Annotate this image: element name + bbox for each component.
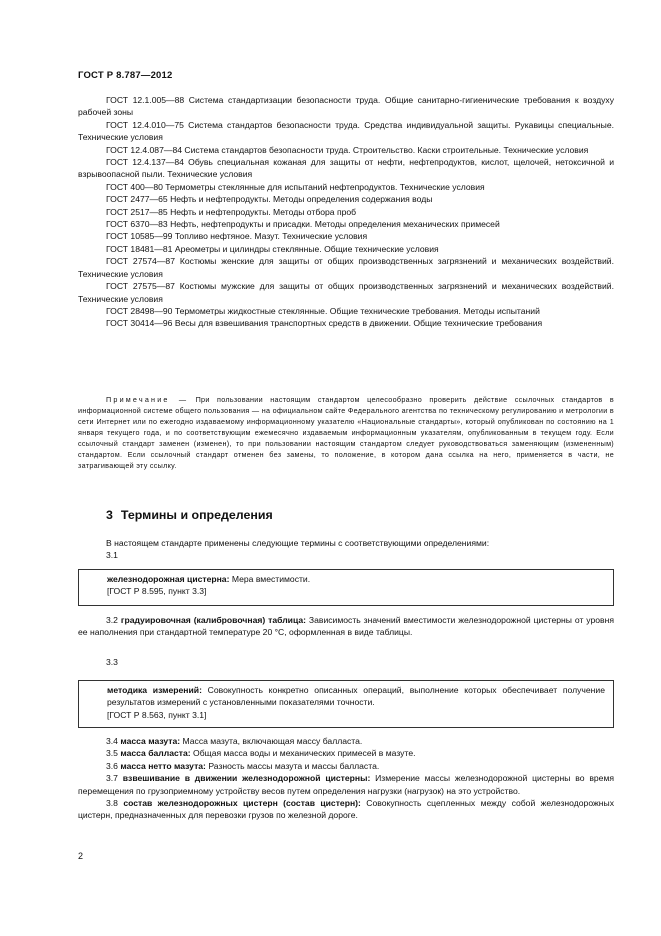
- section-intro: [78, 537, 614, 562]
- term-definition-text: Совокупность конкретно описанных операций, выполнение которых обеспечивает получение результатов измерений с установленными показателями точности.: [107, 685, 605, 708]
- section-number: 3: [106, 508, 113, 522]
- term-definition-text: Масса мазута, включающая массу балласта.: [182, 736, 363, 746]
- term-name: железнодорожная цистерна:: [107, 574, 230, 584]
- term-source: [ГОСТ Р 8.595, пункт 3.3]: [107, 586, 207, 597]
- terms-list: [78, 735, 614, 822]
- term-number: 3.6: [106, 760, 118, 771]
- term-3-3-number-line: [78, 656, 614, 668]
- term-number: 3.5: [106, 748, 118, 759]
- reference-item: ГОСТ 27575—87 Костюмы мужские для защиты от общих производственных загрязнений и механических воздействий. Технические условия: [78, 281, 614, 304]
- term-number: 3.2: [106, 615, 118, 625]
- reference-item: ГОСТ 2517—85 Нефть и нефтепродукты. Методы отбора проб: [106, 206, 357, 217]
- term-definition-text: Совокупность сцепленных между собой железнодорожных цистерн, предназначенных для перевозки грузов по железной дороге.: [78, 798, 614, 821]
- term-name: градуировочная (калибровочная) таблица:: [120, 615, 306, 625]
- document-header: ГОСТ Р 8.787—2012: [78, 70, 173, 81]
- reference-item: ГОСТ 30414—96 Весы для взвешивания транспортных средств в движении. Общие технические требования: [106, 318, 543, 329]
- term-3-2: [78, 614, 614, 639]
- term-box-3-3: [78, 680, 614, 728]
- term-definition: [107, 684, 605, 709]
- note-text: При пользовании настоящим стандартом целесообразно проверить действие ссылочных стандартов в информационной системе общего пользования — на официальном сайте Федерального агентства по техническому регулированию и метрологии в сети Интернет или по ежегодно издаваемому информационному указателю «Национальные стандарты», который опубликован по состоянию на 1 января текущего года, и по соответствующим ежемесячно издаваемым информационным указателям, опубликованным в текущем году. Если ссылочный стандарт заменен (изменен), то при пользовании настоящим стандартом следует руководствоваться заменяющим (измененным) стандартом. Если ссылочный стандарт отменен без замены, то положение, в котором дана ссылка на него, применяется в части, не затрагивающей эту ссылку.: [78, 395, 614, 470]
- reference-item: ГОСТ 12.4.137—84 Обувь специальная кожаная для защиты от нефти, нефтепродуктов, кислот, щелочей, нетоксичной и взрывоопасной пыли. Технические условия: [78, 157, 614, 180]
- term-definition-text: Общая масса воды и механических примесей в мазуте.: [193, 748, 416, 759]
- term-definition-text: Мера вместимости.: [231, 574, 311, 584]
- normative-references-list: [78, 94, 614, 330]
- term-number: 3.4: [106, 736, 118, 746]
- references-note: [78, 394, 614, 471]
- reference-item: ГОСТ 2477—65 Нефть и нефтепродукты. Методы определения содержания воды: [106, 194, 433, 205]
- reference-item: ГОСТ 6370—83 Нефть, нефтепродукты и присадки. Методы определения механических примесей: [106, 219, 500, 230]
- reference-item: ГОСТ 12.1.005—88 Система стандартизации безопасности труда. Общие санитарно-гигиенические требования к воздуху рабочей зоны: [78, 95, 614, 118]
- term-number: 3.3: [106, 657, 118, 667]
- term-number: 3.1: [106, 550, 118, 561]
- intro-text: В настоящем стандарте применены следующие термины с соответствующими определениями:: [106, 538, 490, 548]
- reference-item: ГОСТ 10585—99 Топливо нефтяное. Мазут. Технические условия: [106, 231, 368, 242]
- reference-item: ГОСТ 28498—90 Термометры жидкостные стеклянные. Общие технические требования. Методы испытаний: [106, 305, 540, 316]
- note-label: Примечание —: [106, 395, 189, 404]
- term-name: масса нетто мазута:: [120, 760, 206, 771]
- term-number: 3.7: [106, 773, 118, 784]
- term-number: 3.8: [106, 798, 118, 809]
- term-source: [ГОСТ Р 8.563, пункт 3.1]: [107, 709, 207, 720]
- term-name: состав железнодорожных цистерн (состав цистерн):: [123, 798, 361, 809]
- term-name: масса балласта:: [120, 748, 191, 759]
- term-definition: [78, 772, 614, 797]
- term-definition-text: Зависимость значений вместимости железнодорожной цистерны от уровня ее наполнения при стандартной температуре 20 °С, оформленная в виде таблицы.: [78, 615, 615, 638]
- section-heading: [106, 508, 273, 522]
- reference-item: ГОСТ 400—80 Термометры стеклянные для испытаний нефтепродуктов. Технические условия: [106, 181, 485, 192]
- reference-item: ГОСТ 27574—87 Костюмы женские для защиты от общих производственных загрязнений и механических воздействий. Технические условия: [78, 256, 614, 279]
- term-definition: [78, 797, 614, 822]
- term-definition-text: Разность массы мазута и массы балласта.: [208, 760, 380, 771]
- reference-item: ГОСТ 12.4.010—75 Система стандартов безопасности труда. Средства индивидуальной защиты. Рукавицы специальные. Технические условия: [78, 119, 614, 143]
- page-number: 2: [78, 851, 84, 861]
- term-definition-text: Измерение массы железнодорожной цистерны во время перемещения по грузоприемному устройству весов путем определения нагрузки (нагрузок) на это устройство.: [78, 773, 615, 796]
- term-name: взвешивание в движении железнодорожной цистерны:: [122, 773, 371, 784]
- term-box-3-1: [78, 569, 614, 606]
- term-name: методика измерений:: [107, 685, 202, 695]
- term-definition: [78, 614, 614, 639]
- reference-item: ГОСТ 12.4.087—84 Система стандартов безопасности труда. Строительство. Каски строительные. Технические условия: [106, 144, 589, 155]
- term-name: масса мазута:: [120, 736, 181, 746]
- term-definition: [78, 747, 614, 759]
- section-title: Термины и определения: [120, 508, 273, 522]
- term-definition: [78, 760, 614, 772]
- term-definition: [78, 735, 614, 747]
- reference-item: ГОСТ 18481—81 Ареометры и цилиндры стеклянные. Общие технические условия: [106, 243, 439, 254]
- term-definition: [107, 573, 605, 585]
